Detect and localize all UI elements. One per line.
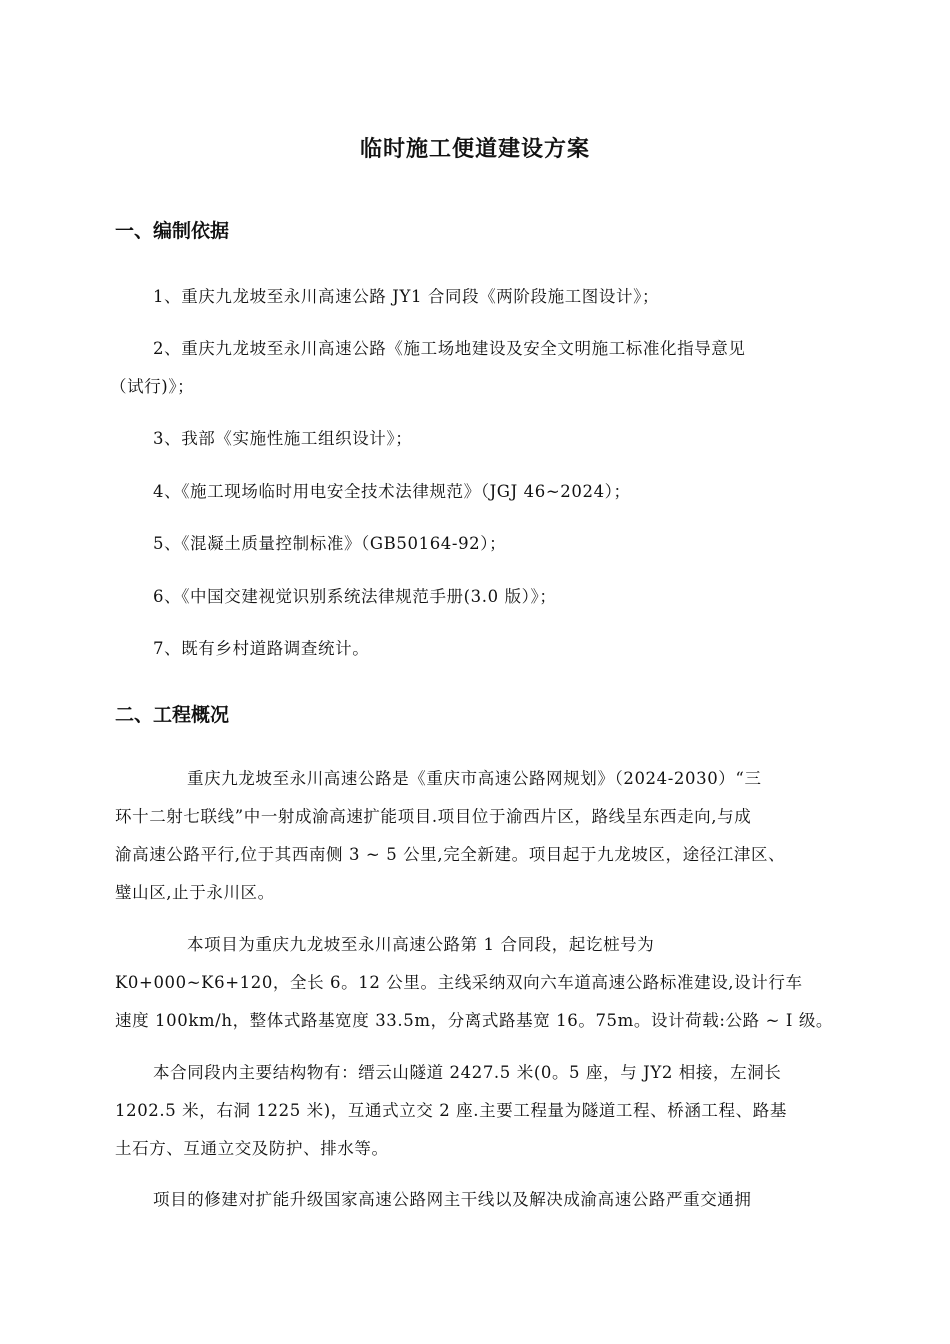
overview-line-1: 重庆九龙坡至永川高速公路是《重庆市高速公路网规划》（2024-2030）“三 [187, 769, 762, 788]
basis-item-1: 1、重庆九龙坡至永川高速公路 JY1 合同段《两阶段施工图设计》； [153, 287, 660, 306]
basis-item-6: 6、《中国交建视觉识别系统法律规范手册(3.0 版）》； [153, 587, 557, 606]
basis-item-5: 5、《混凝土质量控制标准》（GB50164-92）； [153, 534, 507, 553]
overview-line-5: 本项目为重庆九龙坡至永川高速公路第 1 合同段，起讫桩号为 [187, 935, 655, 954]
document-title: 临时施工便道建设方案 [359, 137, 590, 162]
overview-line-10: 土石方、互通立交及防护、排水等。 [115, 1139, 389, 1158]
basis-item-4: 4、《施工现场临时用电安全技术法律规范》（JGJ 46~2024）； [153, 482, 631, 501]
overview-line-6: K0+000~K6+120，全长 6。12 公里。主线采纳双向六车道高速公路标准建设,设计行车 [115, 973, 803, 992]
overview-line-3: 渝高速公路平行,位于其西南侧 3 ~ 5 公里,完全新建。项目起于九龙坡区，途径江津区、 [115, 845, 786, 864]
basis-item-2-continued: （试行)》； [110, 377, 195, 396]
overview-line-8: 本合同段内主要结构物有：缙云山隧道 2427.5 米(0。5 座，与 JY2 相接，左洞长 [153, 1063, 782, 1082]
overview-line-4: 璧山区,止于永川区。 [115, 883, 275, 902]
overview-line-7: 速度 100km/h，整体式路基宽度 33.5m，分离式路基宽 16。75m。设计荷载:公路 ~ I 级。 [115, 1011, 834, 1030]
basis-item-3: 3、我部《实施性施工组织设计》； [153, 429, 413, 448]
basis-item-2: 2、重庆九龙坡至永川高速公路《施工场地建设及安全文明施工标准化指导意见 [153, 339, 746, 358]
basis-item-7: 7、既有乡村道路调查统计。 [153, 639, 370, 658]
section-heading-overview: 二、工程概况 [115, 704, 230, 726]
section-heading-basis: 一、编制依据 [115, 220, 230, 242]
overview-line-11: 项目的修建对扩能升级国家高速公路网主干线以及解决成渝高速公路严重交通拥 [153, 1190, 752, 1209]
overview-line-9: 1202.5 米，右洞 1225 米)，互通式立交 2 座.主要工程量为隧道工程、桥涵工程、路基 [115, 1101, 787, 1120]
overview-line-2: 环十二射七联线”中一射成渝高速扩能项目.项目位于渝西片区，路线呈东西走向,与成 [115, 807, 752, 826]
